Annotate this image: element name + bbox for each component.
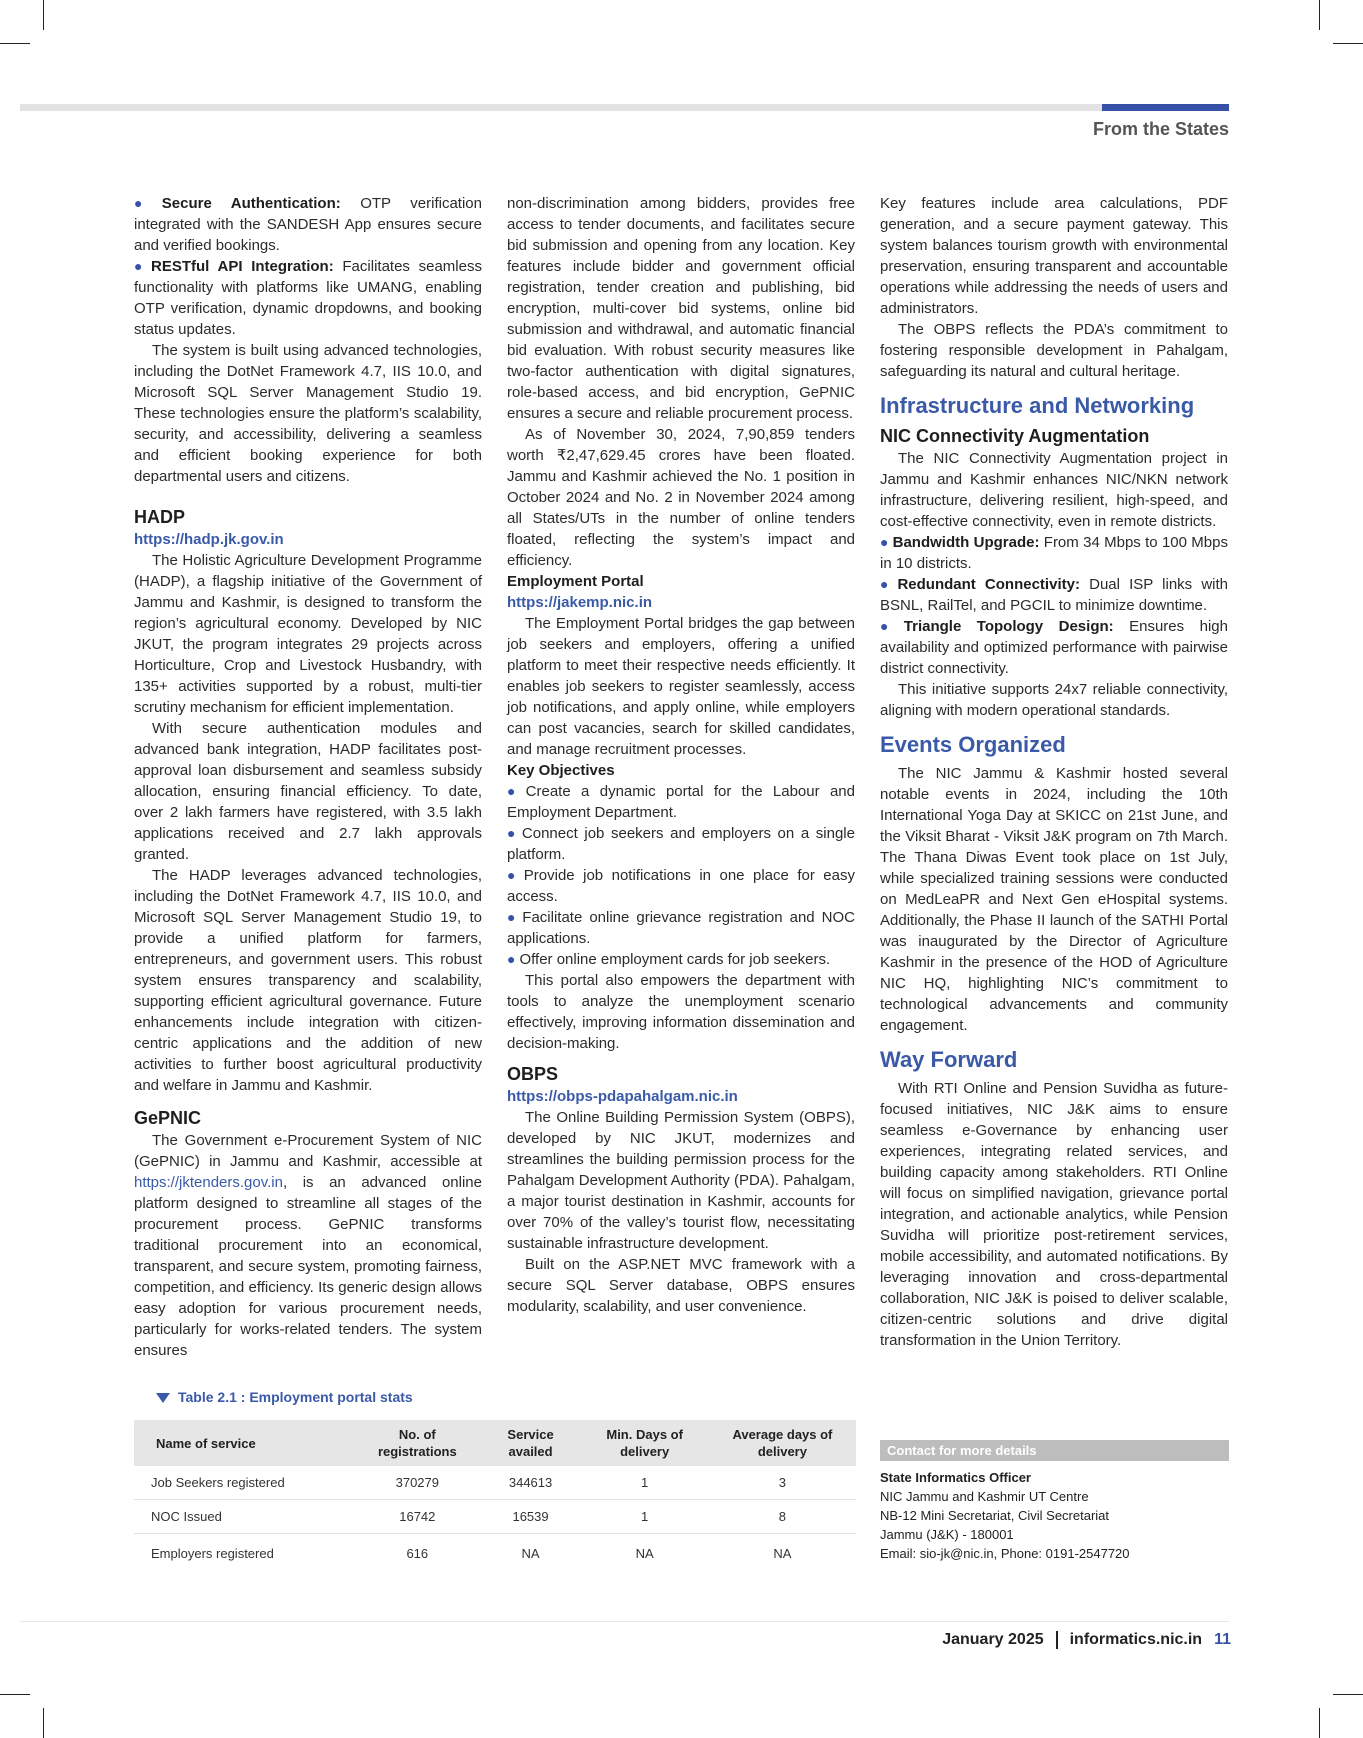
- paragraph: This initiative supports 24x7 reliable connectivity, aligning with modern operational standards.: [880, 681, 1228, 719]
- heading-hadp: HADP: [134, 507, 186, 527]
- table-cell: 16539: [481, 1500, 581, 1534]
- paragraph: The system is built using advanced technologies, including the DotNet Framework 4.7, IIS 10.0, and Microsoft SQL Server Management Studio 19. These technologies ensure the platform’s scalability, security, and accessibility, delivering a seamless and efficient booking experience for both departmental users and citizens.: [134, 342, 482, 485]
- bullet-text: Dual ISP links with BSNL, RailTel, and PGCIL to minimize downtime.: [880, 576, 1228, 614]
- table-cell: 370279: [354, 1466, 481, 1500]
- paragraph: This portal also empowers the department with tools to analyze the unemployment scenario effectively, improving information dissemination and decision-making.: [507, 972, 855, 1052]
- bullet-dot: ●: [507, 909, 519, 925]
- bullet-topology: [880, 616, 1228, 679]
- table-cell: 16742: [354, 1500, 481, 1534]
- paragraph: The Online Building Permission System (OBPS), developed by NIC JKUT, modernizes and streamlines the building permission process for the Pahalgam Development Authority (PDA). Pahalgam, a major tourist destination in Kashmir, accounts for over 70% of the valley’s tourist flow, necessitating sustainable infrastructure development.: [507, 1109, 855, 1252]
- table-cell: NOC Issued: [134, 1500, 354, 1534]
- table-cell: 8: [709, 1500, 856, 1534]
- table-cell: NA: [635, 1545, 654, 1561]
- bullet-text: OTP verification integrated with the SANDESH App ensures secure and verified bookings.: [134, 195, 482, 254]
- table-cell: 1: [580, 1500, 708, 1534]
- bullet-secure-auth: [134, 193, 482, 256]
- footer-rule: [20, 1621, 1229, 1622]
- crop-mark: [1319, 1708, 1320, 1738]
- column-header: No. of registrations: [354, 1420, 481, 1466]
- section-label: From the States: [1092, 119, 1229, 139]
- bullet-title: Triangle Topology Design:: [903, 618, 1114, 635]
- bullet-text: Ensures high availability and optimized performance with pairwise district connectivity.: [880, 618, 1228, 677]
- list-item-text: Offer online employment cards for job seekers.: [519, 951, 831, 968]
- table-cell: Job Seekers registered: [134, 1466, 354, 1500]
- table-header-row: [134, 1420, 856, 1466]
- footer-separator: [1056, 1631, 1058, 1649]
- paragraph: As of November 30, 2024, 7,90,859 tenders worth ₹2,47,629.45 crores have been floated. Jammu and Kashmir achieved the No. 1 position in October 2024 and No. 2 in November 2024 among all States/UTs in the number of online tenders floated, reflecting the system’s impact and efficiency.: [507, 426, 855, 569]
- contact-line: NIC Jammu and Kashmir UT Centre: [880, 1489, 1089, 1504]
- heading-key-objectives: Key Objectives: [507, 762, 615, 779]
- link-jktenders[interactable]: https://jktenders.gov.in: [134, 1174, 283, 1191]
- contact-line: NB-12 Mini Secretariat, Civil Secretariat: [880, 1508, 1110, 1523]
- paragraph: The Employment Portal bridges the gap between job seekers and employers, offering a unified platform to meet their respective needs efficiently. It enables job seekers to register seamlessly, access job notifications, and apply online, while employers can post vacancies, search for skilled candidates, and manage recruitment processes.: [507, 615, 855, 758]
- bullet-title: Redundant Connectivity:: [897, 576, 1080, 593]
- list-item-text: Provide job notifications in one place for easy access.: [507, 867, 855, 905]
- bullet-bandwidth: [880, 532, 1228, 574]
- bullet-dot: ●: [880, 576, 894, 592]
- heading-obps: OBPS: [507, 1064, 559, 1084]
- crop-mark: [1333, 43, 1363, 44]
- table-cell: NA: [521, 1545, 540, 1561]
- table-caption: [156, 1389, 413, 1405]
- contact-title: State Informatics Officer: [880, 1470, 1031, 1485]
- text-run: The Government e-Procurement System of NIC (GePNIC) in Jammu and Kashmir, accessible at: [134, 1132, 482, 1170]
- bullet-text: From 34 Mbps to 100 Mbps in 10 districts.: [880, 534, 1228, 572]
- header-accent: [1102, 104, 1229, 111]
- list-item: [507, 781, 855, 823]
- bullet-dot: ●: [134, 195, 158, 211]
- table-row: [134, 1500, 856, 1534]
- table-cell: 1: [580, 1466, 708, 1500]
- bullet-redundant: [880, 574, 1228, 616]
- bullet-dot: ●: [507, 867, 520, 883]
- paragraph: The HADP leverages advanced technologies, including the DotNet Framework 4.7, IIS 10.0, and Microsoft SQL Server Management Studio 19, to provide a unified platform for farmers, entrepreneurs, and government users. This robust system ensures transparency and scalability, supporting efficient agricultural governance. Future enhancements include integration with citizen-centric applications and the addition of new activities to further boost agricultural productivity and welfare in Jammu and Kashmir.: [134, 867, 482, 1094]
- bullet-title: RESTful API Integration:: [151, 258, 334, 275]
- paragraph: The Holistic Agriculture Development Programme (HADP), a flagship initiative of the Government of Jammu and Kashmir, is designed to transform the region’s agricultural economy. Developed by NIC JKUT, the program integrates 29 projects across Horticulture, Crop and Livestock Husbandry, with 135+ activities supported by a robust, multi-tier scrutiny mechanism for efficient implementation.: [134, 552, 482, 716]
- table-cell: Employers registered: [151, 1545, 274, 1561]
- paragraph: The NIC Connectivity Augmentation project in Jammu and Kashmir enhances NIC/NKN network infrastructure, delivering resilient, high-speed, and cost-effective connectivity, even in remote districts.: [880, 450, 1228, 530]
- column-header: Average days of delivery: [709, 1420, 856, 1466]
- crop-mark: [43, 0, 44, 30]
- crop-mark: [43, 1708, 44, 1738]
- paragraph: Key features include area calculations, PDF generation, and a secure payment gateway. This system balances tourism growth with environmental preservation, ensuring transparent and accountable operations while addressing the needs of users and administrators.: [880, 195, 1228, 317]
- table-cell: 3: [709, 1466, 856, 1500]
- list-item-text: Create a dynamic portal for the Labour and Employment Department.: [507, 783, 855, 821]
- contact-line: Jammu (J&K) - 180001: [880, 1527, 1014, 1542]
- paragraph: With secure authentication modules and advanced bank integration, HADP facilitates post-approval loan disbursement and seamless subsidy allocation, ensuring financial efficiency. To date, over 2 lakh farmers have registered, with 3.5 lakh applications received and 2.7 lakh approvals granted.: [134, 720, 482, 863]
- bullet-title: Bandwidth Upgrade:: [892, 534, 1040, 551]
- heading-employment-portal: Employment Portal: [507, 573, 644, 590]
- contact-bar: Contact for more details: [880, 1440, 1229, 1461]
- list-item: [507, 949, 855, 970]
- bullet-dot: ●: [880, 534, 889, 550]
- column-header: Min. Days of delivery: [580, 1420, 708, 1466]
- footer-date: January 2025: [942, 1631, 1044, 1649]
- contact-block: [880, 1468, 1229, 1563]
- bullet-dot: ●: [507, 825, 518, 841]
- table-cell: 616: [406, 1545, 429, 1561]
- crop-mark: [1333, 1694, 1363, 1695]
- crop-mark: [1319, 0, 1320, 30]
- link-obps[interactable]: https://obps-pdapahalgam.nic.in: [507, 1088, 738, 1105]
- bullet-title: Secure Authentication:: [161, 195, 341, 212]
- paragraph: The NIC Jammu & Kashmir hosted several notable events in 2024, including the 10th International Yoga Day at SKICC on 21st June, and the Viksit Bharat - Viksit J&K program on 7th March. The Thana Diwas Event took place on 1st July, while specialized training sessions were conducted on MedLeaPR and Next Gen eHospital systems. Additionally, the Phase II launch of the SATHI Portal was inaugurated by the Director of Agriculture Kashmir in the presence of the HOD of Agriculture NIC HQ, highlighting NIC’s commitment to technological advancements and community engagement.: [880, 765, 1228, 1034]
- paragraph: Built on the ASP.NET MVC framework with a secure SQL Server database, OBPS ensures modularity, scalability, and user convenience.: [507, 1256, 855, 1315]
- text-run: , is an advanced online platform designed to streamline all stages of the procurement process. GePNIC transforms traditional procurement into an economical, transparent, and secure system, promoting fairness, competition, and efficiency. Its generic design allows easy adoption for various procurement needs, particularly for works-related tenders. The system ensures: [134, 1174, 482, 1359]
- page-number: 11: [1214, 1631, 1231, 1649]
- bullet-restful-api: [134, 256, 482, 340]
- table-cell: 344613: [481, 1466, 581, 1500]
- heading-way-forward: Way Forward: [880, 1047, 1018, 1072]
- table-row: [134, 1466, 856, 1500]
- header-rule: [20, 104, 1102, 111]
- bullet-dot: ●: [134, 258, 147, 274]
- bullet-dot: ●: [507, 951, 516, 967]
- column-header: Service availed: [481, 1420, 581, 1466]
- list-item: [507, 823, 855, 865]
- heading-events: Events Organized: [880, 732, 1066, 757]
- crop-mark: [0, 43, 30, 44]
- list-item: [507, 907, 855, 949]
- table-cell: NA: [773, 1545, 792, 1561]
- table-caption-text: Table 2.1 : Employment portal stats: [178, 1389, 413, 1405]
- link-jakemp[interactable]: https://jakemp.nic.in: [507, 594, 653, 611]
- bullet-dot: ●: [880, 618, 900, 634]
- column-1: [134, 193, 482, 1361]
- paragraph: non-discrimination among bidders, provides free access to tender documents, and facilitates secure bid submission and opening from any location. Key features include bidder and government official registration, tender creation and publishing, bid encryption, multi-cover bid systems, online bid submission and withdrawal, and automatic financial bid evaluation. With robust security measures like two-factor authentication with digital signatures, role-based access, and bid encryption, GePNIC ensures a secure and reliable procurement process.: [507, 195, 855, 422]
- column-header: Name of service: [134, 1420, 354, 1466]
- table-row: [134, 1534, 856, 1573]
- column-2: [507, 193, 855, 1317]
- heading-infrastructure: Infrastructure and Networking: [880, 393, 1195, 418]
- list-item-text: Connect job seekers and employers on a single platform.: [507, 825, 855, 863]
- bullet-text: Facilitates seamless functionality with platforms like UMANG, enabling OTP verification, dynamic dropdowns, and booking status updates.: [134, 258, 482, 338]
- crop-mark: [0, 1694, 30, 1695]
- footer-site[interactable]: informatics.nic.in: [1069, 1631, 1203, 1649]
- paragraph: With RTI Online and Pension Suvidha as future-focused initiatives, NIC J&K aims to ensure seamless e-Governance by enhancing user experiences, integrating related services, and building capacity among stakeholders. RTI Online will focus on simplified navigation, grievance portal integration, and actionable analytics, while Pension Suvidha will prioritize post-retirement services, mobile accessibility, and automated notifications. By leveraging innovation and cross-departmental collaboration, NIC J&K is poised to deliver scalable, citizen-centric solutions and drive digital transformation in the Union Territory.: [880, 1080, 1228, 1349]
- list-item: [507, 865, 855, 907]
- paragraph: The OBPS reflects the PDA’s commitment to fostering responsible development in Pahalgam, safeguarding its natural and cultural heritage.: [880, 321, 1228, 380]
- column-3: [880, 193, 1228, 1351]
- triangle-down-icon: [156, 1393, 170, 1403]
- paragraph: [134, 1130, 482, 1361]
- heading-nic-connectivity: NIC Connectivity Augmentation: [880, 426, 1150, 446]
- link-hadp[interactable]: https://hadp.jk.gov.in: [134, 531, 284, 548]
- bullet-dot: ●: [507, 783, 522, 799]
- list-item-text: Facilitate online grievance registration and NOC applications.: [507, 909, 855, 947]
- employment-stats-table: [134, 1420, 856, 1572]
- heading-gepnic: GePNIC: [134, 1108, 202, 1128]
- footer: [942, 1631, 1231, 1649]
- contact-line: Email: sio-jk@nic.in, Phone: 0191-2547720: [880, 1546, 1130, 1561]
